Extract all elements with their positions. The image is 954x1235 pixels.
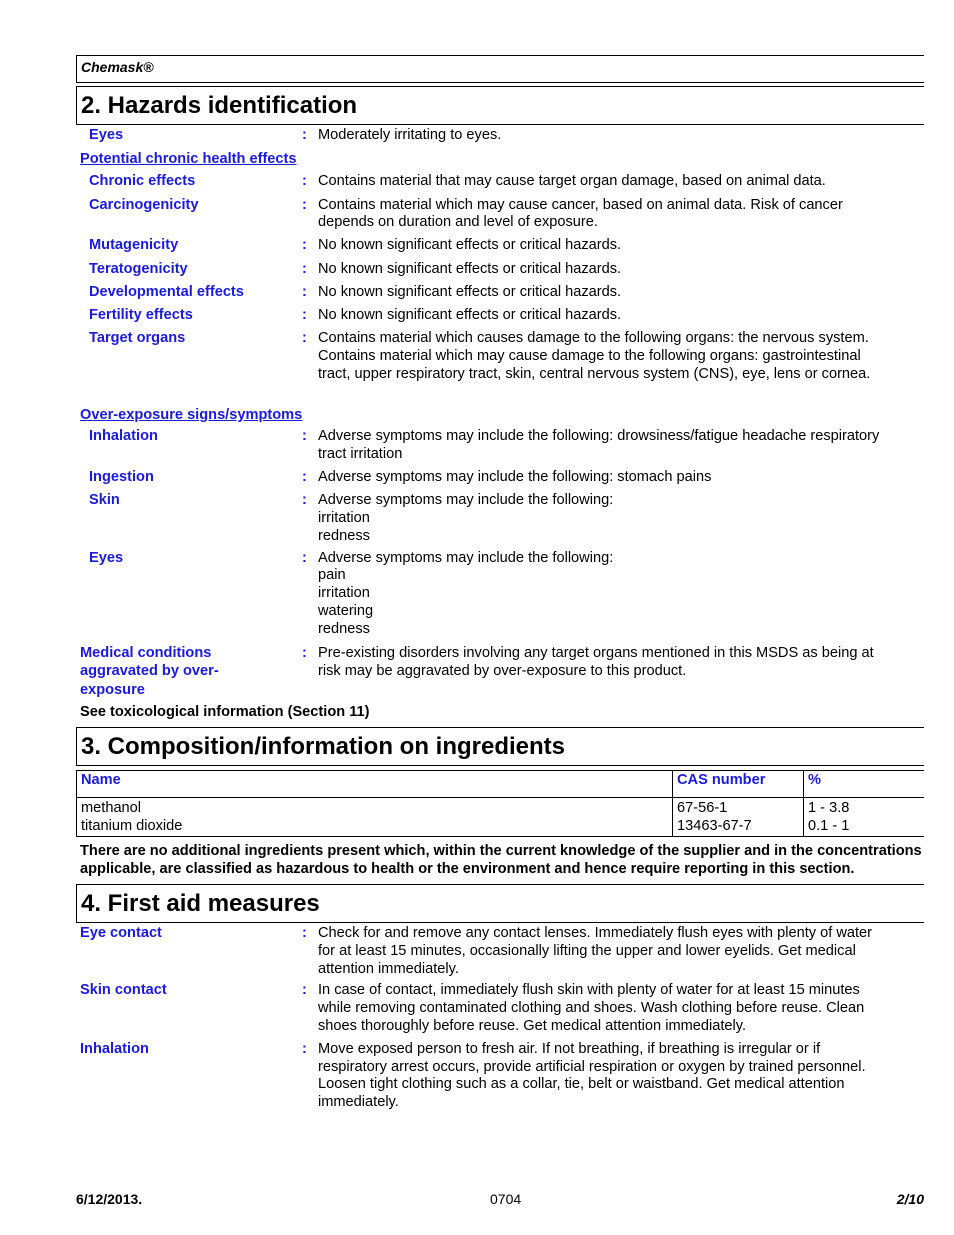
eyes-symptom-value: Adverse symptoms may include the following: pain irritation watering redness xyxy=(318,549,614,637)
ingestion-symptom-row xyxy=(80,469,924,487)
skin-value: Adverse symptoms may include the following: irritation redness xyxy=(318,492,614,544)
eye-contact-value: Check for and remove any contact lenses. Immediately flush eyes with plenty of water for at least 15 minutes, occasionally lifting the upper and lower eyelids. Get medical attention immediately. xyxy=(318,925,873,977)
eyes-symptom-row xyxy=(80,550,924,639)
inhalation-label: Inhalation xyxy=(89,427,158,444)
skin-label: Skin xyxy=(89,492,120,509)
colon: : xyxy=(302,925,307,942)
ingestion-value: Adverse symptoms may include the following: stomach pains xyxy=(318,469,712,486)
inhalation-aid-value: Move exposed person to fresh air. If not breathing, if breathing is irregular or if respiratory arrest occurs, provide artificial respiration or oxygen by trained personnel. Loosen tight clothing such as a collar, tie, belt or waistband. Get medical attention immediately. xyxy=(318,1040,866,1111)
skin-symptom-row xyxy=(80,492,924,545)
name-column-header: Name xyxy=(77,771,673,798)
eyes-symptom-label: Eyes xyxy=(89,549,124,566)
mutagenicity-value: No known significant effects or critical hazards. xyxy=(318,237,622,254)
colon: : xyxy=(302,172,307,189)
colon: : xyxy=(302,237,307,254)
colon: : xyxy=(302,1040,307,1057)
colon: : xyxy=(302,492,307,509)
eyes-label: Eyes xyxy=(89,127,124,143)
page-number: 2/10 xyxy=(896,1191,924,1207)
target-organs-label: Target organs xyxy=(89,330,186,347)
ingredient-cas-numbers: 67-56-1 13463-67-7 xyxy=(673,798,804,837)
footer-code: 0704 xyxy=(490,1191,522,1207)
chronic-effects-heading: Potential chronic health effects xyxy=(80,150,297,167)
mutagenicity-row xyxy=(80,237,924,255)
inhalation-symptom-row xyxy=(80,428,924,464)
colon: : xyxy=(302,469,307,486)
section-2-heading: 2. Hazards identification xyxy=(76,86,924,125)
colon: : xyxy=(302,427,307,444)
colon: : xyxy=(302,283,307,300)
ingredients-table xyxy=(76,770,924,837)
section-3-heading: 3. Composition/information on ingredients xyxy=(76,727,924,766)
colon: : xyxy=(302,982,307,999)
skin-contact-value: In case of contact, immediately flush skin with plenty of water for at least 15 minutes while removing contaminated clothing and shoes. Wash clothing before reuse. Clean shoes thoroughly before reuse. Get medical attention immediately. xyxy=(318,982,865,1035)
skin-contact-row xyxy=(80,982,924,1035)
mutagenicity-label: Mutagenicity xyxy=(89,237,179,254)
colon: : xyxy=(302,549,307,566)
colon: : xyxy=(302,127,307,143)
eyes-value: Moderately irritating to eyes. xyxy=(318,127,502,143)
chronic-row xyxy=(80,173,924,191)
document-page xyxy=(76,55,924,1112)
teratogenicity-value: No known significant effects or critical hazards. xyxy=(318,260,622,277)
colon: : xyxy=(302,260,307,277)
colon: : xyxy=(302,644,307,661)
product-name: Chemask® xyxy=(76,55,924,83)
developmental-value: No known significant effects or critical hazards. xyxy=(318,283,622,300)
target-organs-row xyxy=(80,330,924,383)
colon: : xyxy=(302,306,307,323)
eyes-row xyxy=(80,127,924,145)
see-toxicological-note: See toxicological information (Section 11) xyxy=(80,704,370,721)
overexposure-heading: Over-exposure signs/symptoms xyxy=(80,406,303,423)
eye-contact-label: Eye contact xyxy=(80,925,162,942)
medical-conditions-value: Pre-existing disorders involving any target organs mentioned in this MSDS as being at risk may be aggravated by over-exposure to this product. xyxy=(318,644,874,680)
carcinogenicity-value: Contains material which may cause cancer, based on animal data. Risk of cancer depends on duration and level of exposure. xyxy=(318,196,843,231)
teratogenicity-row xyxy=(80,261,924,279)
inhalation-value: Adverse symptoms may include the following: drowsiness/fatigue headache respiratory tract irritation xyxy=(318,427,880,462)
percent-column-header: % xyxy=(804,771,925,798)
chronic-value: Contains material that may cause target organ damage, based on animal data. xyxy=(318,172,826,189)
footer-date: 6/12/2013. xyxy=(76,1191,143,1207)
table-header-row xyxy=(77,771,925,798)
colon: : xyxy=(302,196,307,213)
target-organs-value: Contains material which causes damage to the following organs: the nervous system. Contains material which may cause damage to the following organs: gastrointestinal tract, upper respiratory tract, skin, central nervous system (CNS), eye, lens or cornea. xyxy=(318,330,871,382)
chronic-label: Chronic effects xyxy=(89,172,196,189)
carcinogenicity-row xyxy=(80,197,924,233)
ingestion-label: Ingestion xyxy=(89,469,154,486)
inhalation-aid-row xyxy=(80,1041,924,1112)
ingredient-names: methanol titanium dioxide xyxy=(77,798,673,837)
teratogenicity-label: Teratogenicity xyxy=(89,260,188,277)
section-4-heading: 4. First aid measures xyxy=(76,884,924,923)
cas-column-header: CAS number xyxy=(673,771,804,798)
ingredients-note: There are no additional ingredients present which, within the current knowledge of the supplier and in the concentrations applicable, are classified as hazardous to health or the environment and hence require reporting in this section. xyxy=(80,843,922,878)
table-row xyxy=(77,798,925,837)
eye-contact-row xyxy=(80,925,924,978)
fertility-label: Fertility effects xyxy=(89,306,193,323)
medical-conditions-label: Medical conditions aggravated by over- exposure xyxy=(80,644,219,698)
inhalation-aid-label: Inhalation xyxy=(80,1040,149,1057)
carcinogenicity-label: Carcinogenicity xyxy=(89,196,199,213)
fertility-row xyxy=(80,307,924,325)
ingredient-percentages: 1 - 3.8 0.1 - 1 xyxy=(804,798,925,837)
colon: : xyxy=(302,330,307,347)
medical-conditions-row xyxy=(80,644,924,700)
developmental-row xyxy=(80,284,924,302)
fertility-value: No known significant effects or critical hazards. xyxy=(318,306,622,323)
skin-contact-label: Skin contact xyxy=(80,982,167,999)
developmental-label: Developmental effects xyxy=(89,283,244,300)
